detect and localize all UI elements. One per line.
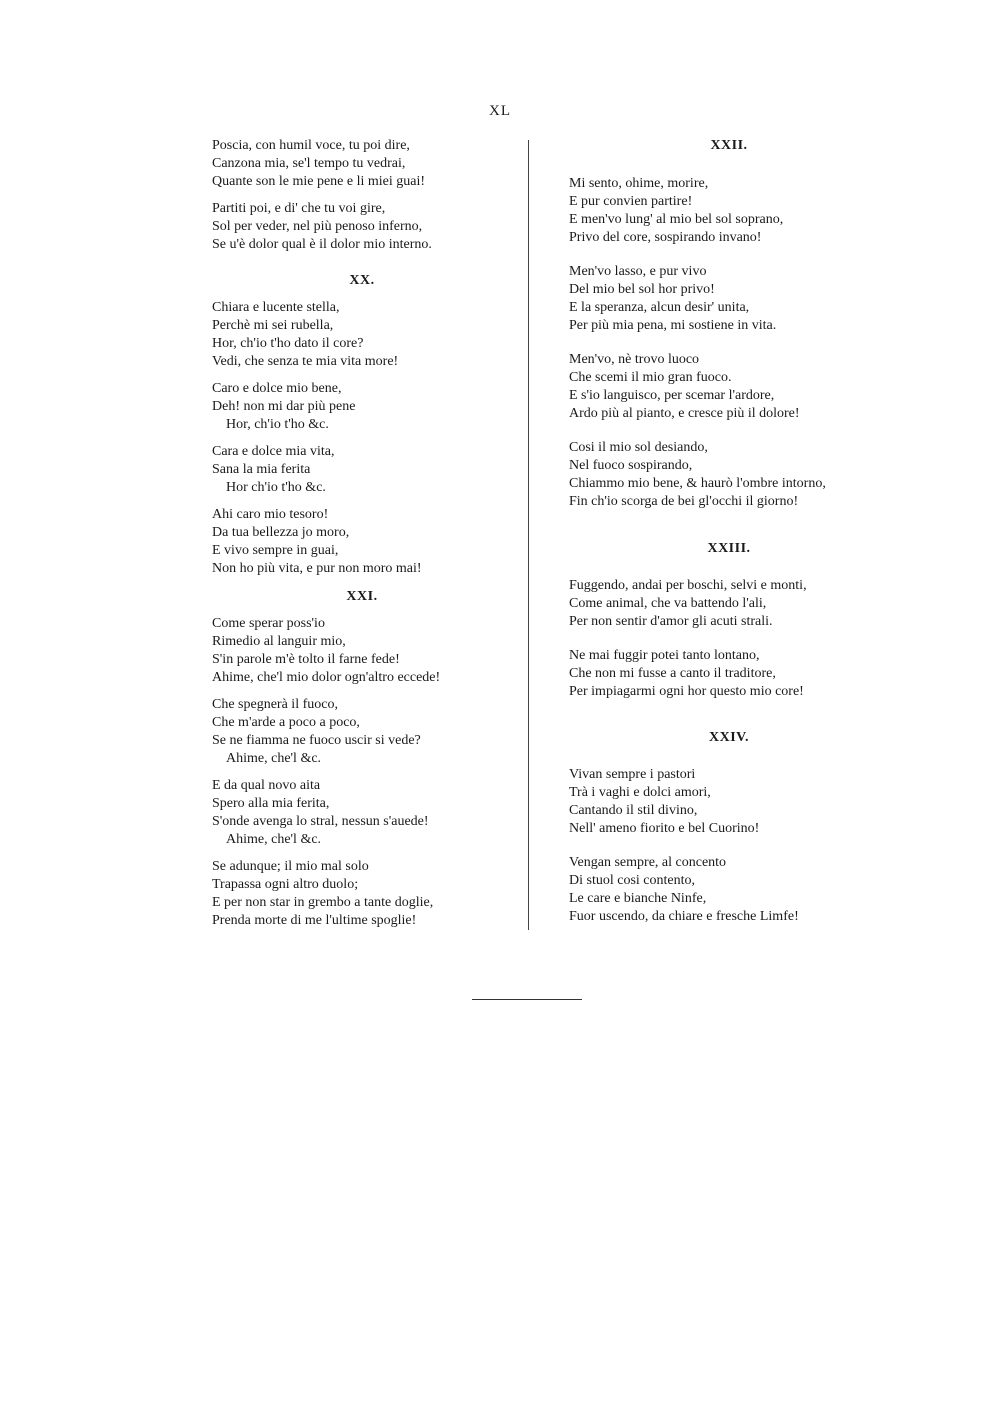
verse-line: Chiara e lucente stella, [212, 300, 340, 315]
poem-title-xxii: XXII. [710, 138, 748, 153]
refrain-line: Hor ch'io t'ho &c. [226, 480, 326, 495]
verse-line: Cantando il stil divino, [569, 803, 698, 818]
verse-line: Nell' ameno fiorito e bel Cuorino! [569, 821, 760, 836]
verse-line: Per non sentir d'amor gli acuti strali. [569, 614, 773, 629]
verse-line: Vengan sempre, al concento [569, 855, 727, 870]
poem-title-xxi: XXI. [346, 589, 378, 604]
verse-line: Men'vo, nè trovo luoco [569, 352, 700, 367]
verse-line: Per più mia pena, mi sostiene in vita. [569, 318, 777, 333]
refrain-line: Hor, ch'io t'ho &c. [226, 417, 329, 432]
verse-line: Deh! non mi dar più pene [212, 399, 356, 414]
verse-line: Se adunque; il mio mal solo [212, 859, 369, 874]
verse-line: Prenda morte di me l'ultime spoglie! [212, 913, 417, 928]
right-column [569, 137, 889, 926]
poem-xx-stanza-3 [212, 443, 512, 497]
verse-line: Come sperar poss'io [212, 616, 325, 631]
verse-line: Per impiagarmi ogni hor questo mio core! [569, 684, 804, 699]
verse-line: Ardo più al pianto, e cresce più il dolore! [569, 406, 800, 421]
verse-line: Nel fuoco sospirando, [569, 458, 693, 473]
poem-xxi-stanza-2 [212, 696, 512, 768]
verse-line: E pur convien partire! [569, 194, 693, 209]
end-rule [472, 999, 582, 1000]
verse-line: Da tua bellezza jo moro, [212, 525, 350, 540]
verse-line: Che m'arde a poco a poco, [212, 715, 360, 730]
verse-line: Partiti poi, e di' che tu voi gire, [212, 201, 386, 216]
verse-line: Rimedio al languir mio, [212, 634, 346, 649]
poem-xx-stanza-1 [212, 299, 512, 371]
verse-line: Cosi il mio sol desiando, [569, 440, 708, 455]
verse-line: Ne mai fuggir potei tanto lontano, [569, 648, 760, 663]
verse-line: Ahi caro mio tesoro! [212, 507, 329, 522]
intro-stanza-2 [212, 200, 512, 254]
verse-line: Fuggendo, andai per boschi, selvi e monti, [569, 578, 807, 593]
verse-line: Cara e dolce mia vita, [212, 444, 335, 459]
verse-line: Men'vo lasso, e pur vivo [569, 264, 707, 279]
verse-line: Ahime, che'l mio dolor ogn'altro eccede! [212, 670, 441, 685]
verse-line: E s'io languisco, per scemar l'ardore, [569, 388, 775, 403]
verse-line: Privo del core, sospirando invano! [569, 230, 762, 245]
poem-xxi-stanza-3 [212, 777, 512, 849]
poem-xxiv-stanza-2 [569, 854, 889, 926]
verse-line: Perchè mi sei rubella, [212, 318, 334, 333]
verse-line: Quante son le mie pene e li miei guai! [212, 174, 426, 189]
poem-title-xxiv: XXIV. [709, 730, 749, 745]
poem-xxi-stanza-1 [212, 615, 512, 687]
poem-xx-stanza-4 [212, 506, 512, 578]
verse-line: Del mio bel sol hor privo! [569, 282, 715, 297]
column-divider [528, 140, 529, 930]
verse-line: Vedi, che senza te mia vita more! [212, 354, 399, 369]
poem-xxiv-stanza-1 [569, 766, 889, 838]
poem-title-xxiii: XXIII. [707, 541, 751, 556]
verse-line: Le care e bianche Ninfe, [569, 891, 707, 906]
verse-line: Mi sento, ohime, morire, [569, 176, 709, 191]
poem-xxii-stanza-3 [569, 351, 889, 423]
refrain-line: Ahime, che'l &c. [226, 751, 322, 766]
verse-line: S'onde avenga lo stral, nessun s'auede! [212, 814, 429, 829]
verse-line: Sol per veder, nel più penoso inferno, [212, 219, 423, 234]
verse-line: Come animal, che va battendo l'ali, [569, 596, 767, 611]
poem-xxiii-stanza-2 [569, 647, 889, 701]
intro-stanza-1 [212, 137, 512, 191]
refrain-line: Ahime, che'l &c. [226, 832, 322, 847]
verse-line: Fin ch'io scorga de bei gl'occhi il giorno! [569, 494, 799, 509]
poem-xxi-stanza-4 [212, 858, 512, 930]
poem-xx-stanza-2 [212, 380, 512, 434]
verse-line: E men'vo lung' al mio bel sol soprano, [569, 212, 784, 227]
verse-line: E vivo sempre in guai, [212, 543, 339, 558]
verse-line: Che scemi il mio gran fuoco. [569, 370, 732, 385]
verse-line: Se ne fiamma ne fuoco uscir si vede? [212, 733, 421, 748]
verse-line: Canzona mia, se'l tempo tu vedrai, [212, 156, 406, 171]
page-number: XL [489, 103, 511, 119]
left-column [212, 137, 512, 930]
verse-line: E da qual novo aita [212, 778, 321, 793]
poem-title-xx: XX. [349, 273, 375, 288]
verse-line: Chiammo mio bene, & haurò l'ombre intorno, [569, 476, 826, 491]
poem-xxiii-stanza-1 [569, 577, 889, 631]
poem-xxii-stanza-2 [569, 263, 889, 335]
verse-line: Di stuol cosi contento, [569, 873, 695, 888]
poem-xxii-stanza-1 [569, 175, 889, 247]
verse-line: Poscia, con humil voce, tu poi dire, [212, 138, 410, 153]
verse-line: Che spegnerà il fuoco, [212, 697, 338, 712]
verse-line: Non ho più vita, e pur non moro mai! [212, 561, 422, 576]
poem-xxii-stanza-4 [569, 439, 889, 511]
verse-line: Trà i vaghi e dolci amori, [569, 785, 711, 800]
verse-line: E per non star in grembo a tante doglie, [212, 895, 434, 910]
verse-line: Spero alla mia ferita, [212, 796, 330, 811]
verse-line: S'in parole m'è tolto il farne fede! [212, 652, 400, 667]
verse-line: E la speranza, alcun desir' unita, [569, 300, 750, 315]
verse-line: Hor, ch'io t'ho dato il core? [212, 336, 364, 351]
verse-line: Fuor uscendo, da chiare e fresche Limfe! [569, 909, 799, 924]
verse-line: Sana la mia ferita [212, 462, 311, 477]
verse-line: Se u'è dolor qual è il dolor mio interno. [212, 237, 432, 252]
verse-line: Caro e dolce mio bene, [212, 381, 342, 396]
verse-line: Che non mi fusse a canto il traditore, [569, 666, 776, 681]
verse-line: Trapassa ogni altro duolo; [212, 877, 359, 892]
verse-line: Vivan sempre i pastori [569, 767, 696, 782]
